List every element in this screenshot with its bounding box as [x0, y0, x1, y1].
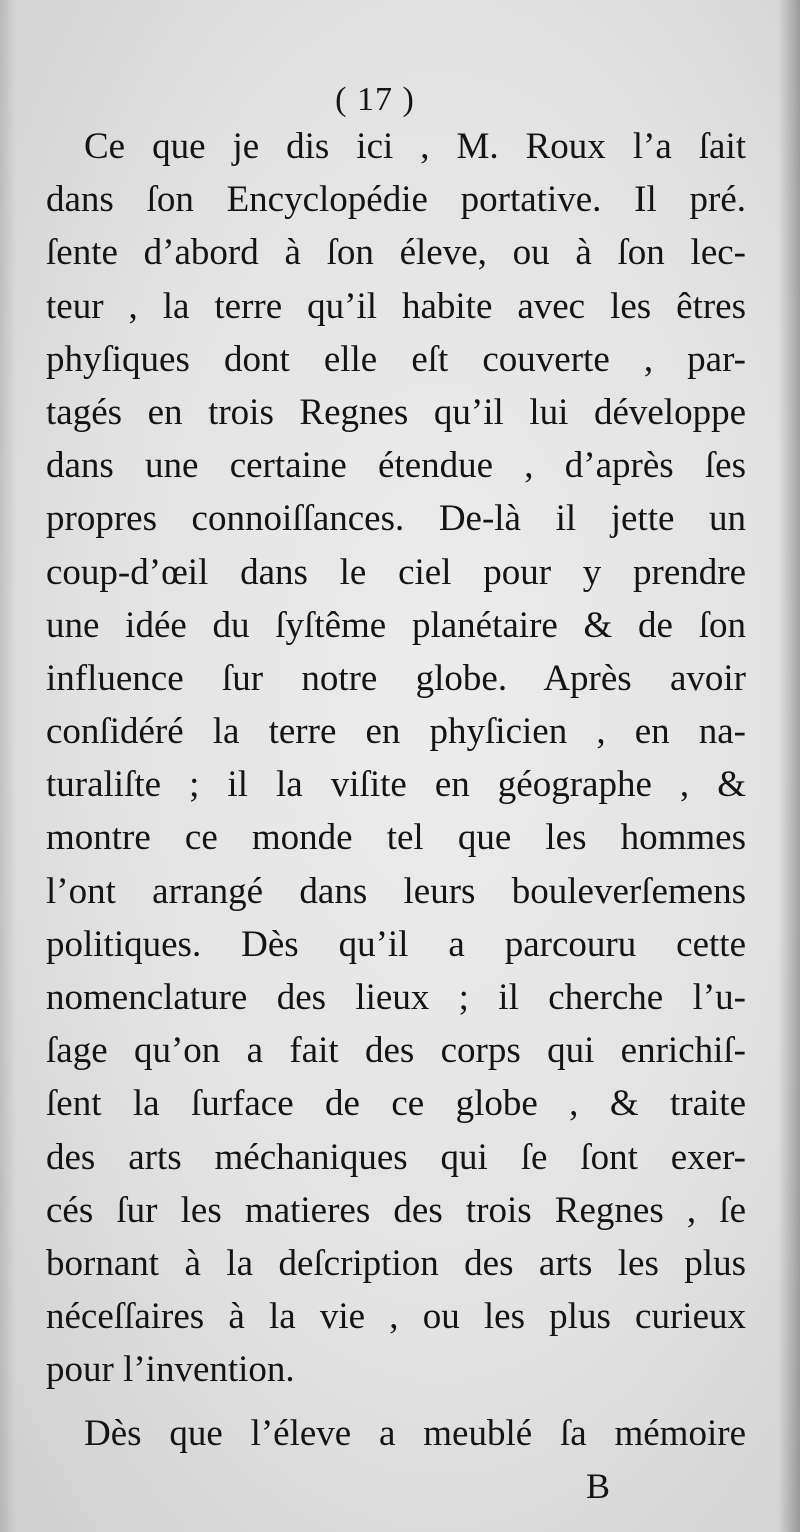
- page-edge-shadow: [778, 0, 800, 1532]
- text-line: dans une certaine étendue , d’après ſes: [46, 445, 746, 487]
- text-line: cés ſur les matieres des trois Regnes , ſe: [46, 1189, 746, 1231]
- text-line: montre ce monde tel que les hommes: [46, 817, 746, 859]
- paragraph-1: [46, 120, 746, 1397]
- text-line: influence ſur notre globe. Après avoir: [46, 657, 746, 699]
- text-line: ſent la ſurface de ce globe , & traite: [46, 1083, 746, 1125]
- signature-mark: B: [586, 1466, 611, 1506]
- paragraph-2: [46, 1407, 746, 1460]
- text-line: pour l’invention.: [46, 1349, 295, 1391]
- text-line: teur , la terre qu’il habite avec les êtres: [46, 285, 746, 327]
- text-line: turaliſte ; il la viſite en géographe , &: [46, 764, 746, 806]
- text-line: politiques. Dès qu’il a parcouru cette: [46, 923, 746, 965]
- page-number: ( 17 ): [335, 81, 415, 118]
- text-line: Dès que l’éleve a meublé ſa mémoire: [84, 1412, 746, 1454]
- text-line: tagés en trois Regnes qu’il lui développe: [46, 391, 746, 433]
- text-line: dans ſon Encyclopédie portative. Il pré.: [46, 179, 746, 221]
- text-line: l’ont arrangé dans leurs bouleverſemens: [46, 870, 746, 912]
- text-line: phyſiques dont elle eſt couverte , par-: [46, 338, 746, 380]
- text-line: conſidéré la terre en phyſicien , en na-: [46, 711, 746, 753]
- text-line: ſage qu’on a fait des corps qui enrichiſ-: [46, 1030, 746, 1072]
- page-gutter-shadow: [0, 0, 16, 1532]
- body-text: [46, 120, 746, 1460]
- text-line: Ce que je dis ici , M. Roux l’a ſait: [84, 126, 746, 167]
- paragraph-gap: [46, 1397, 746, 1407]
- text-line: nomenclature des lieux ; il cherche l’u-: [46, 977, 746, 1018]
- text-line: des arts méchaniques qui ſe ſont exer-: [46, 1136, 746, 1178]
- text-line: néceſſaires à la vie , ou les plus curieux: [46, 1296, 746, 1338]
- text-line: coup-d’œil dans le ciel pour y prendre: [46, 551, 746, 593]
- text-line: ſente d’abord à ſon éleve, ou à ſon lec-: [46, 232, 746, 274]
- text-line: propres connoiſſances. De-là il jette un: [46, 498, 746, 540]
- text-line: une idée du ſyſtême planétaire & de ſon: [46, 604, 746, 646]
- text-line: bornant à la deſcription des arts les plus: [46, 1242, 746, 1284]
